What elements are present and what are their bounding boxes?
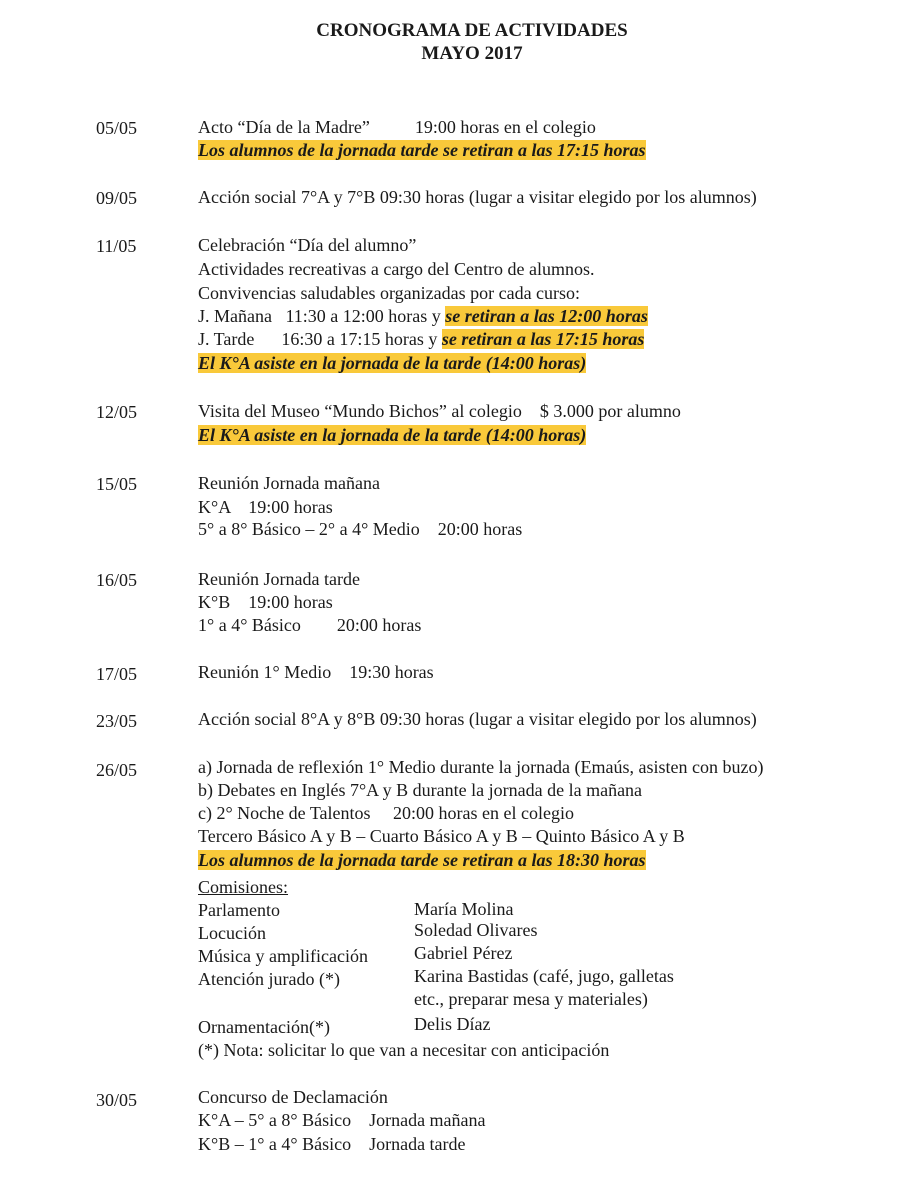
entry-line: Reunión 1° Medio 19:30 horas	[198, 662, 434, 682]
committee-role: Ornamentación(*)	[198, 1017, 330, 1037]
highlight-notice: Los alumnos de la jornada tarde se retiran a las 18:30 horas	[198, 850, 646, 870]
entry-date: 26/05	[96, 760, 138, 780]
entry-line: Visita del Museo “Mundo Bichos” al colegio $ 3.000 por alumno	[198, 401, 681, 421]
entry-line: K°B 19:00 horas	[198, 592, 333, 612]
entry-line: 5° a 8° Básico – 2° a 4° Medio 20:00 horas	[198, 519, 523, 539]
entry-date: 17/05	[96, 664, 138, 684]
document-title: CRONOGRAMA DE ACTIVIDADES	[316, 20, 628, 41]
entry-line	[198, 305, 648, 327]
entry-line: c) 2° Noche de Talentos 20:00 horas en el colegio	[198, 803, 574, 823]
entry-line: K°A 19:00 horas	[198, 497, 333, 517]
committees-heading: Comisiones:	[198, 877, 289, 897]
entry-line: Acto “Día de la Madre” 19:00 horas en el colegio	[198, 117, 596, 137]
footnote: (*) Nota: solicitar lo que van a necesitar con anticipación	[198, 1040, 610, 1060]
entry-line: Reunión Jornada mañana	[198, 473, 380, 493]
schedule-text: J. Mañana 11:30 a 12:00 horas y	[198, 306, 446, 326]
entry-line: a) Jornada de reflexión 1° Medio durante la jornada (Emaús, asisten con buzo)	[198, 757, 764, 777]
entry-line: b) Debates en Inglés 7°A y B durante la jornada de la mañana	[198, 780, 643, 800]
committee-role: Música y amplificación	[198, 946, 368, 966]
entry-line	[198, 328, 644, 350]
entry-date: 15/05	[96, 474, 138, 494]
schedule-text: J. Tarde 16:30 a 17:15 horas y	[198, 329, 442, 349]
entry-date: 30/05	[96, 1090, 138, 1110]
entry-line: K°A – 5° a 8° Básico Jornada mañana	[198, 1110, 486, 1130]
highlight-notice: se retiran a las 12:00 horas	[445, 306, 648, 326]
entry-line: Celebración “Día del alumno”	[198, 235, 417, 255]
entry-line: K°B – 1° a 4° Básico Jornada tarde	[198, 1134, 466, 1154]
committee-person: Gabriel Pérez	[414, 943, 513, 963]
entry-date: 23/05	[96, 711, 138, 731]
highlight-notice: se retiran a las 17:15 horas	[441, 329, 645, 349]
highlight-notice: Los alumnos de la jornada tarde se retiran a las 17:15 horas	[198, 140, 646, 160]
committee-person: Karina Bastidas (café, jugo, galletas	[414, 966, 674, 986]
committee-person: Delis Díaz	[414, 1014, 491, 1034]
document-subtitle: MAYO 2017	[421, 43, 523, 64]
entry-line: Concurso de Declamación	[198, 1087, 388, 1107]
entry-line: 1° a 4° Básico 20:00 horas	[198, 615, 422, 635]
entry-line: Convivencias saludables organizadas por cada curso:	[198, 283, 581, 303]
entry-line: Acción social 7°A y 7°B 09:30 horas (lugar a visitar elegido por los alumnos)	[198, 187, 757, 207]
highlight-notice: El K°A asiste en la jornada de la tarde (14:00 horas)	[198, 353, 587, 373]
entry-date: 11/05	[96, 236, 137, 256]
entry-line: Actividades recreativas a cargo del Centro de alumnos.	[198, 259, 595, 279]
highlight-notice: El K°A asiste en la jornada de la tarde (14:00 horas)	[198, 425, 587, 445]
entry-line: Acción social 8°A y 8°B 09:30 horas (lugar a visitar elegido por los alumnos)	[198, 709, 757, 729]
committee-person: María Molina	[414, 899, 514, 919]
entry-date: 05/05	[96, 118, 138, 138]
committee-person: Soledad Olivares	[414, 920, 538, 940]
entry-date: 09/05	[96, 188, 138, 208]
entry-date: 12/05	[96, 402, 138, 422]
committee-person: etc., preparar mesa y materiales)	[414, 989, 648, 1009]
committee-role: Parlamento	[198, 900, 280, 920]
entry-line: Reunión Jornada tarde	[198, 569, 360, 589]
entry-line: Tercero Básico A y B – Cuarto Básico A y B – Quinto Básico A y B	[198, 826, 685, 846]
committee-role: Atención jurado (*)	[198, 969, 340, 989]
entry-date: 16/05	[96, 570, 138, 590]
committee-role: Locución	[198, 923, 266, 943]
